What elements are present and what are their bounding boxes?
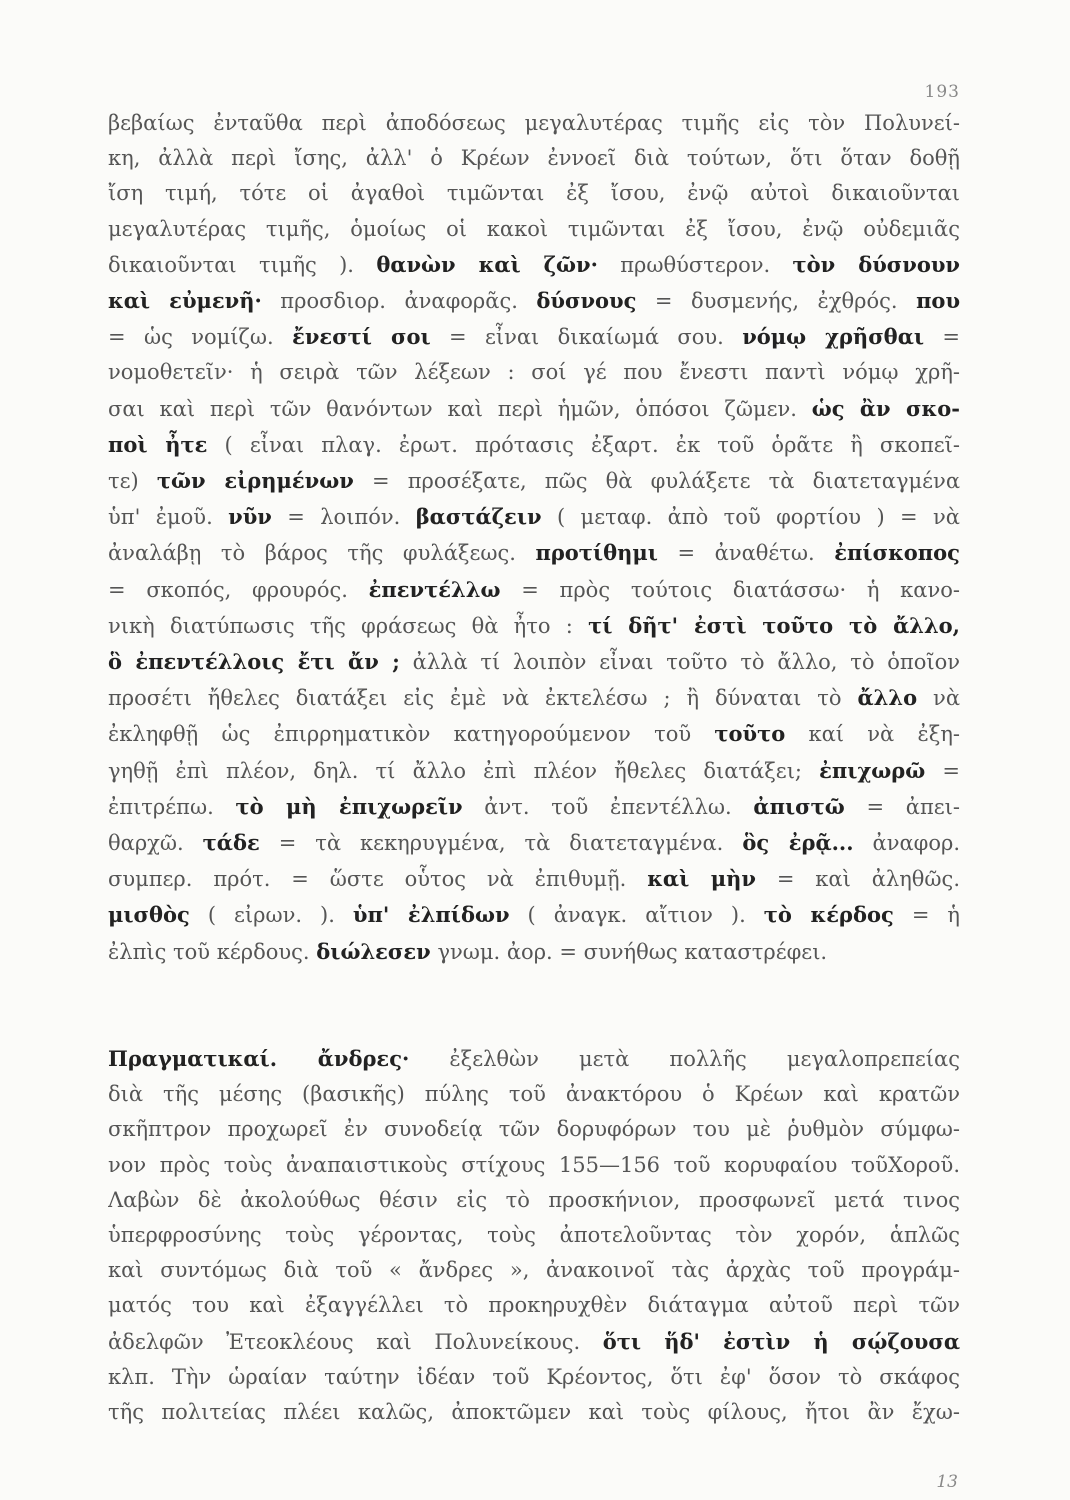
gloss-text: = δυσμενής, ἐχθρός. xyxy=(636,289,917,314)
lemma-term: ὃ ἐπεντέλλοις ἔτι ἄν ; xyxy=(108,649,400,675)
gloss-text: = ὡς νομίζω. xyxy=(108,325,293,350)
gloss-text: καί νὰ ἐξη- xyxy=(785,722,960,747)
text-line xyxy=(108,247,960,283)
lemma-term: που xyxy=(916,288,960,314)
text-line xyxy=(108,680,960,716)
gloss-text: συμπερ. πρότ. = ὥστε οὗτος νὰ ἐπιθυμῇ. xyxy=(108,867,648,892)
gloss-text: νομοθετεῖν· ἡ σειρὰ τῶν λέξεων : σοί γέ που ἔνεστι παντὶ νόμῳ χρῆ- xyxy=(108,360,960,385)
lemma-term: τῶν εἰρημένων xyxy=(156,468,354,494)
gloss-text: = λοιπόν. xyxy=(271,505,416,530)
text-line xyxy=(108,427,960,463)
gloss-text: διὰ τῆς μέσης (βασικῆς) πύλης τοῦ ἀνακτόρου ὁ Κρέων καὶ κρατῶν xyxy=(108,1082,960,1107)
text-line xyxy=(108,535,960,571)
gloss-text: ὑπερφροσύνης τοὺς γέροντας, τοὺς ἀποτελοῦντας τὸν χορόν, ἁπλῶς xyxy=(108,1223,960,1248)
gloss-text: ἴση τιμή, τότε οἱ ἀγαθοὶ τιμῶνται ἐξ ἴσου, ἐνῷ αὐτοὶ δικαιοῦνται xyxy=(108,181,960,206)
text-line xyxy=(108,572,960,608)
text-line xyxy=(108,1077,960,1112)
gloss-text: τε) xyxy=(108,469,157,494)
text-line xyxy=(108,106,960,141)
gloss-text: ἐξελθὼν μετὰ πολλῆς μεγαλοπρεπείας xyxy=(409,1047,960,1071)
gloss-text: καὶ συντόμως διὰ τοῦ « ἄνδρες », ἀνακοινοῖ τὰς ἀρχὰς τοῦ προγράμ- xyxy=(108,1258,960,1283)
text-line xyxy=(108,753,960,789)
gloss-text: = xyxy=(925,758,960,783)
text-line xyxy=(108,1218,960,1253)
text-line xyxy=(108,141,960,176)
gloss-text: = εἶναι δικαίωμά σου. xyxy=(430,325,743,350)
gloss-text: σκῆπτρον προχωρεῖ ἐν συνοδείᾳ τῶν δορυφόρων του μὲ ῥυθμὸν σύμφω- xyxy=(108,1117,960,1142)
text-line xyxy=(108,1395,960,1430)
text-line xyxy=(108,176,960,211)
gloss-text: = ἀναθέτω. xyxy=(657,541,835,566)
gloss-text: προσδιορ. ἀναφορᾶς. xyxy=(261,289,537,314)
gloss-text: = xyxy=(924,325,960,350)
gloss-text: ἀδελφῶν Ἐτεοκλέους καὶ Πολυνείκους. xyxy=(108,1329,603,1354)
gloss-text: ( εἰρων. ). xyxy=(189,903,353,928)
gloss-text: ἐπιτρέπω. xyxy=(108,794,236,819)
gloss-text: = καὶ ἀληθῶς. xyxy=(755,867,960,892)
lemma-term: ὅτι ἥδ' ἐστὶν ἡ σῴζουσα xyxy=(602,1328,960,1354)
gloss-text: νικὴ διατύπωσις τῆς φράσεως θὰ ἦτο : xyxy=(108,613,589,638)
lemma-term: καὶ εὐμενῆ· xyxy=(108,288,262,314)
gloss-text: ἀντ. τοῦ ἐπεντέλλω. xyxy=(462,794,754,819)
text-line xyxy=(108,1183,960,1218)
gloss-text: μεγαλυτέρας τιμῆς, ὁμοίως οἱ κακοὶ τιμῶνται ἐξ ἴσου, ἐνῷ οὐδεμιᾶς xyxy=(108,216,960,241)
text-line xyxy=(108,1324,960,1360)
text-line xyxy=(108,283,960,319)
lemma-term: ἄλλο xyxy=(857,685,918,711)
lemma-term: ἀπιστῶ xyxy=(753,793,845,819)
text-line xyxy=(108,212,960,247)
gloss-text: γνωμ. ἀορ. = συνήθως καταστρέφει. xyxy=(430,939,828,964)
text-line xyxy=(108,716,960,752)
lemma-term: ὃς ἐρᾷ... xyxy=(742,830,854,856)
text-line xyxy=(108,644,960,680)
lemma-term: δύσνους xyxy=(536,288,637,314)
text-line xyxy=(108,1112,960,1147)
lemma-term: ἔνεστί σοι xyxy=(292,324,431,350)
gloss-text: ( μεταφ. ἀπὸ τοῦ φορτίου ) = νὰ xyxy=(541,505,960,530)
text-line xyxy=(108,861,960,897)
gloss-text: σαι καὶ περὶ τῶν θανόντων καὶ περὶ ἡμῶν, ὁπόσοι ζῶμεν. xyxy=(108,396,812,421)
gloss-text: ὑπ' ἐμοῦ. xyxy=(108,505,229,530)
lemma-term: ὡς ἂν σκο- xyxy=(811,395,960,421)
gloss-text: δικαιοῦνται τιμῆς ). xyxy=(108,252,377,277)
text-line xyxy=(108,499,960,535)
text-line xyxy=(108,897,960,933)
gloss-text: κη, ἀλλὰ περὶ ἴσης, ἀλλ' ὁ Κρέων ἐννοεῖ διὰ τούτων, ὅτι ὅταν δοθῇ xyxy=(108,146,960,171)
lemma-term: ἐπεντέλλω xyxy=(368,576,501,602)
text-line xyxy=(108,1288,960,1323)
text-line xyxy=(108,1360,960,1395)
lemma-term: ποὶ ἦτε xyxy=(108,431,208,457)
gloss-text: = τὰ κεκηρυγμένα, τὰ διατεταγμένα. xyxy=(259,831,743,856)
text-line xyxy=(108,1041,960,1077)
text-line xyxy=(108,319,960,355)
gloss-text: τῆς πολιτείας πλέει καλῶς, ἀποκτῶμεν καὶ τοὺς φίλους, ἤτοι ἂν ἔχω- xyxy=(108,1400,960,1425)
text-line xyxy=(108,1148,960,1183)
gloss-text: νον πρὸς τοὺς ἀναπαιστικοὺς στίχους 155—156 τοῦ κορυφαίου τοῦΧοροῦ. xyxy=(108,1152,960,1177)
lemma-term: ἐπιχωρῶ xyxy=(819,757,926,783)
gloss-text: κλπ. Τὴν ὡραίαν ταύτην ἰδέαν τοῦ Κρέοντος, ὅτι ἐφ' ὅσον τὸ σκάφος xyxy=(108,1364,960,1389)
gloss-text: = ἡ xyxy=(893,903,960,928)
lemma-term: μισθὸς xyxy=(108,902,190,928)
gloss-text: γηθῇ ἐπὶ πλέον, δηλ. τί ἄλλο ἐπὶ πλέον ἤθελες διατάξει; xyxy=(108,758,820,783)
lemma-term: προτίθημι xyxy=(535,540,658,566)
gloss-text: = πρὸς τούτοις διατάσσω· ἡ κανο- xyxy=(500,577,960,602)
gloss-text: ( ἀναγκ. αἴτιον ). xyxy=(509,903,764,928)
text-line xyxy=(108,934,960,970)
lemma-term: τί δῆτ' ἐστὶ τοῦτο τὸ ἄλλο, xyxy=(588,612,960,638)
gloss-text: νὰ xyxy=(917,686,960,711)
lemma-term: ὑπ' ἐλπίδων xyxy=(352,902,510,928)
gloss-text: ἀλλὰ τί λοιπὸν εἶναι τοῦτο τὸ ἄλλο, τὸ ὁποῖον xyxy=(399,650,960,675)
lemma-term: θανὼν καὶ ζῶν· xyxy=(376,251,598,277)
lemma-term: τάδε xyxy=(202,830,260,856)
gloss-text: Λαβὼν δὲ ἀκολούθως θέσιν εἰς τὸ προσκήνιον, προσφωνεῖ μετά τινος xyxy=(108,1187,960,1212)
gloss-text: ( εἶναι πλαγ. ἐρωτ. πρότασις ἐξαρτ. ἐκ τοῦ ὁρᾶτε ἢ σκοπεῖ- xyxy=(207,432,960,457)
lemma-term: ἐπίσκοπος xyxy=(834,540,960,566)
gloss-text: ἀναλάβῃ τὸ βάρος τῆς φυλάξεως. xyxy=(108,541,536,566)
lemma-term: καὶ μὴν xyxy=(647,866,756,892)
lemma-term: νόμῳ χρῆσθαι xyxy=(742,324,925,350)
gloss-text: ἐλπὶς τοῦ κέρδους. xyxy=(108,939,317,964)
text-line xyxy=(108,1253,960,1288)
lemma-term: βαστάζειν xyxy=(415,504,542,530)
folio-signature: 13 xyxy=(936,1472,958,1492)
gloss-text: βεβαίως ἐνταῦθα περὶ ἀποδόσεως μεγαλυτέρας τιμῆς εἰς τὸν Πολυνεί- xyxy=(108,111,960,135)
lemma-term: τὸ κέρδος xyxy=(763,902,894,928)
commentary-paragraph xyxy=(108,106,960,970)
gloss-text: πρωθύστερον. xyxy=(597,252,793,277)
text-line xyxy=(108,355,960,390)
page-number: 193 xyxy=(924,82,960,102)
lemma-term: νῦν xyxy=(228,504,272,530)
lemma-term: Πραγματικαί. ἄνδρες· xyxy=(108,1046,410,1071)
lemma-term: τὸν δύσνουν xyxy=(792,251,960,277)
text-line xyxy=(108,789,960,825)
lemma-term: διώλεσεν xyxy=(316,938,431,964)
gloss-text: προσέτι ἤθελες διατάξει εἰς ἐμὲ νὰ ἐκτελέσω ; ἢ δύναται τὸ xyxy=(108,686,858,711)
lemma-term: τοῦτο xyxy=(714,721,786,747)
commentary-paragraph-pragmatikai xyxy=(108,1041,960,1430)
gloss-text: = ἀπει- xyxy=(844,794,960,819)
text-line xyxy=(108,608,960,644)
gloss-text: = σκοπός, φρουρός. xyxy=(108,577,369,602)
gloss-text: θαρχῶ. xyxy=(108,831,203,856)
gloss-text: ἀναφορ. xyxy=(853,831,960,856)
text-line xyxy=(108,825,960,861)
text-line xyxy=(108,463,960,499)
text-line xyxy=(108,391,960,427)
gloss-text: ματός του καὶ ἐξαγγέλλει τὸ προκηρυχθὲν διάταγμα αὐτοῦ περὶ τῶν xyxy=(108,1293,960,1318)
gloss-text: = προσέξατε, πῶς θὰ φυλάξετε τὰ διατεταγμένα xyxy=(353,469,960,494)
lemma-term: τὸ μὴ ἐπιχωρεῖν xyxy=(235,793,463,819)
gloss-text: ἐκληφθῇ ὡς ἐπιρρηματικὸν κατηγορούμενον τοῦ xyxy=(108,722,715,747)
